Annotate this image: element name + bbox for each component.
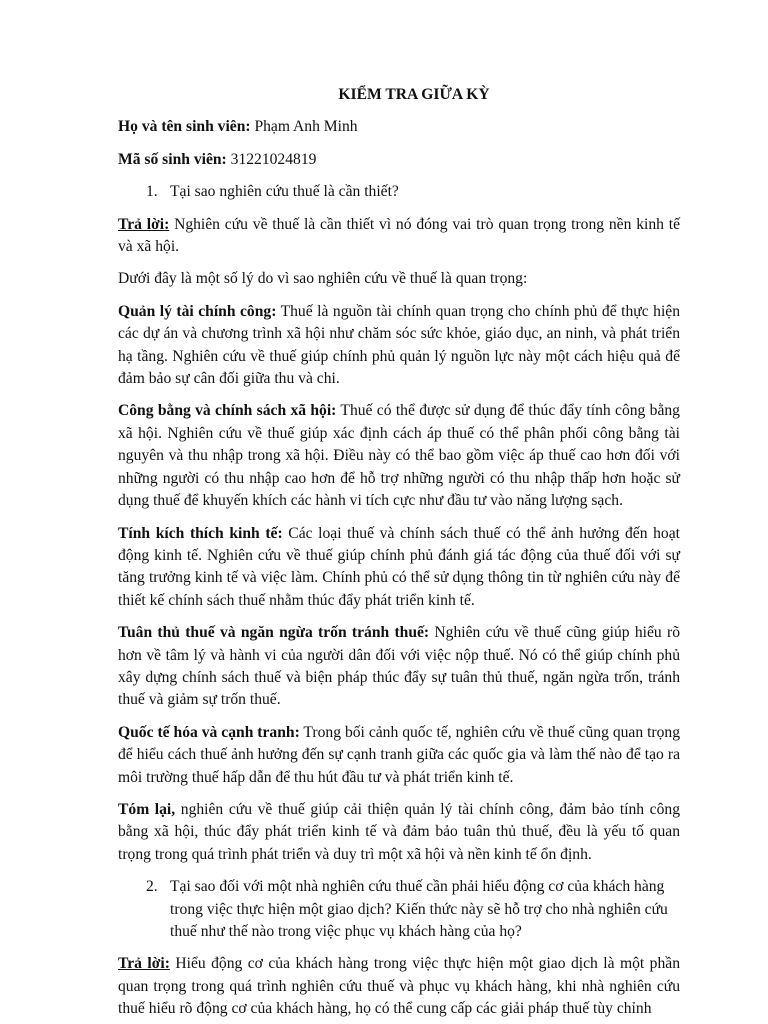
question-1-text: Tại sao nghiên cứu thuế là cần thiết? [170, 183, 399, 201]
section-body: Thuế là nguồn tài chính quan trọng cho chính phủ để thực hiện các dự án và chương trình xã hội như chăm sóc sức khỏe, giáo dục, an ninh, và phát triển hạ tầng. Nghiên cứu về thuế giúp chính phủ quản lý nguồn lực này một cách hiệu quả để đảm bảo sự cân đối giữa thu và chi. [118, 302, 680, 388]
section-body: Nghiên cứu về thuế cũng giúp hiểu rõ hơn về tâm lý và hành vi của người dân đối với việc nộp thuế. Nó có thể giúp chính phủ xây dựng chính sách thuế và biện pháp thúc đẩy sự tuân thủ thuế, ngăn ngừa trốn, tránh thuế và giảm sự trốn thuế. [118, 624, 680, 709]
answer-1-label: Trả lời: [118, 215, 170, 233]
answer-2-label: Trả lời: [118, 955, 170, 973]
answer-1-intro [118, 214, 680, 259]
student-name-line [118, 116, 680, 138]
student-id-value: 31221024819 [226, 150, 317, 168]
student-name-label: Họ và tên sinh viên: [118, 118, 251, 136]
section-tax-compliance [118, 622, 680, 712]
question-1 [118, 181, 680, 203]
answer-2 [118, 953, 680, 1020]
answer-1-intro-text: Nghiên cứu về thuế là cần thiết vì nó đóng vai trò quan trọng trong nền kinh tế và xã hội. [118, 215, 680, 256]
question-2-number: 2. [146, 878, 158, 896]
section-heading: Công bằng và chính sách xã hội: [118, 402, 337, 420]
section-body: Các loại thuế và chính sách thuế có thể ảnh hưởng đến hoạt động kinh tế. Nghiên cứu về thuế giúp chính phủ đánh giá tác động của thuế đối với sự tăng trưởng kinh tế và việc làm. Chính phủ có thể sử dụng thông tin từ nghiên cứu này để thiết kế chính sách thuế nhằm thúc đẩy phát triển kinh tế. [118, 524, 680, 609]
answer-1-list-intro: Dưới đây là một số lý do vì sao nghiên cứu về thuế là quan trọng: [118, 270, 528, 288]
section-heading: Tính kích thích kinh tế: [118, 524, 283, 542]
section-heading: Quản lý tài chính công: [118, 302, 277, 320]
section-internationalization [118, 722, 680, 789]
question-1-number: 1. [146, 183, 158, 201]
student-id-label: Mã số sinh viên: [118, 150, 227, 168]
section-body: Trong bối cảnh quốc tế, nghiên cứu về thuế cũng quan trọng để hiểu cách thuế ảnh hưởng đến sự cạnh tranh giữa các quốc gia và làm thế nào để tạo ra môi trường thuế hấp dẫn để thu hút đầu tư và phát triển kinh tế. [118, 723, 680, 786]
section-summary [118, 799, 680, 866]
section-body: Thuế có thể được sử dụng để thúc đẩy tính công bằng xã hội. Nghiên cứu về thuế giúp xác định cách áp thuế có thể phân phối công bằng tài nguyên và thu nhập trong xã hội. Điều này có thể bao gồm việc áp thuế cao hơn đối với những người có thu nhập cao hơn để hỗ trợ những người có thu nhập thấp hơn hoặc sử dụng thuế để khuyến khích các hành vi tích cực như đầu tư vào năng lượng sạch. [118, 402, 680, 510]
section-heading: Quốc tế hóa và cạnh tranh: [118, 723, 300, 741]
document-title: KIỂM TRA GIỮA KỲ [338, 86, 490, 103]
question-2 [118, 876, 680, 943]
section-economic-stimulus [118, 523, 680, 613]
section-social-equity [118, 400, 680, 512]
section-public-finance [118, 301, 680, 391]
section-heading: Tóm lại, [118, 800, 176, 818]
answer-2-text: Hiểu động cơ của khách hàng trong việc thực hiện một giao dịch là một phần quan trọng trong quá trình nghiên cứu thuế và phục vụ khách hàng, khi nhà nghiên cứu thuế hiểu rõ động cơ của khách hàng, họ có thể cung cấp các giải pháp thuế tùy chỉnh [118, 955, 680, 1018]
student-name-value: Phạm Anh Minh [250, 118, 358, 136]
question-2-text: Tại sao đối với một nhà nghiên cứu thuế cần phải hiểu động cơ của khách hàng trong việc thực hiện một giao dịch? Kiến thức này sẽ hỗ trợ cho nhà nghiên cứu thuế như thế nào trong việc phục vụ khách hàng của họ? [170, 878, 668, 940]
section-body: nghiên cứu về thuế giúp cải thiện quản lý tài chính công, đảm bảo tính công bằng xã hội, thúc đẩy phát triển kinh tế và đảm bảo tuân thủ thuế, đều là yếu tố quan trọng trong quá trình phát triển và duy trì một xã hội và nền kinh tế ổn định. [118, 800, 680, 863]
student-id-line [118, 149, 680, 171]
section-heading: Tuân thủ thuế và ngăn ngừa trốn tránh thuế: [118, 624, 430, 642]
